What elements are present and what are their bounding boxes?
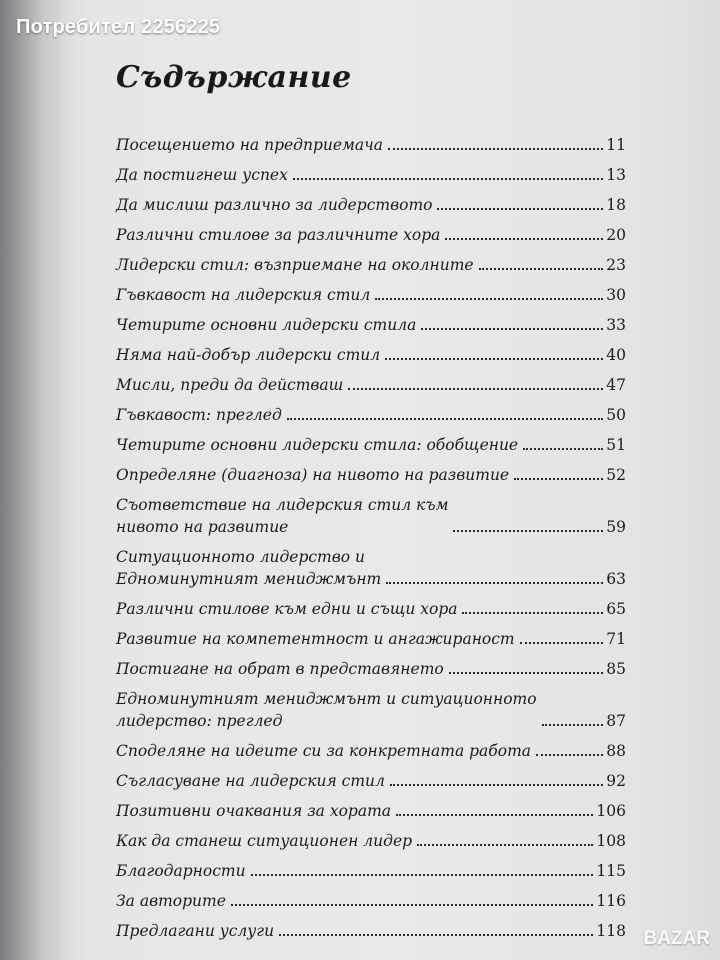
- toc-entry-page-number: 85: [606, 660, 626, 678]
- toc-entry-title: Четирите основни лидерски стила: [116, 316, 417, 334]
- dot-leader: [523, 448, 603, 450]
- toc-entry-title: Ситуационното лидерство и Едноминутният мениджмънт: [116, 548, 382, 588]
- toc-entry-page-number: 51: [606, 436, 626, 454]
- toc-entry-title: Благодарности: [116, 862, 246, 880]
- toc-entry: [116, 366, 626, 396]
- dot-leader: [542, 724, 604, 726]
- dot-leader: [479, 268, 604, 270]
- toc-entry: [116, 246, 626, 276]
- toc-entry-page-number: 47: [606, 376, 626, 394]
- toc-entry: [116, 590, 626, 620]
- dot-leader: [348, 388, 603, 390]
- dot-leader: [386, 582, 603, 584]
- dot-leader: [231, 904, 594, 906]
- toc-entry-title: Съгласуване на лидерския стил: [116, 772, 385, 790]
- dot-leader: [375, 298, 603, 300]
- toc-entry: [116, 186, 626, 216]
- dot-leader: [417, 844, 593, 846]
- toc-entry-title: Предлагани услуги: [116, 922, 275, 940]
- toc-entry-title: Различни стилове за различните хора: [116, 226, 441, 244]
- bazar-logo: BAZAR: [643, 928, 710, 949]
- toc-entry-page-number: 63: [606, 570, 626, 588]
- toc-entry-page-number: 92: [606, 772, 626, 790]
- toc-entry: [116, 216, 626, 246]
- toc-entry: [116, 306, 626, 336]
- dot-leader: [251, 874, 594, 876]
- toc-entry: [116, 792, 626, 822]
- toc-entry-title: Четирите основни лидерски стила: обобщение: [116, 436, 519, 454]
- toc-entry-title: Гъвкавост: преглед: [116, 406, 282, 424]
- toc-entry: [116, 126, 626, 156]
- toc-entry-title: Развитие на компетентност и ангажираност: [116, 630, 515, 648]
- toc-entry-title: Да постигнеш успех: [116, 166, 288, 184]
- toc-entry: [116, 822, 626, 852]
- toc-entry-title: Лидерски стил: възприемане на околните: [116, 256, 474, 274]
- dot-leader: [388, 148, 603, 150]
- toc-entry-page-number: 23: [606, 256, 626, 274]
- toc-entry: [116, 762, 626, 792]
- toc-entry: [116, 486, 626, 538]
- toc-entry-page-number: 30: [606, 286, 626, 304]
- dot-leader: [520, 642, 604, 644]
- toc-entry-page-number: 59: [606, 518, 626, 536]
- dot-leader: [462, 612, 603, 614]
- dot-leader: [287, 418, 603, 420]
- toc-entry-page-number: 11: [606, 136, 626, 154]
- toc-entry-page-number: 87: [606, 712, 626, 730]
- toc-entry-title: Гъвкавост на лидерския стил: [116, 286, 371, 304]
- toc-entry: [116, 912, 626, 942]
- dot-leader: [396, 814, 593, 816]
- dot-leader: [449, 672, 604, 674]
- toc-entry-title: Съответствие на лидерския стил към нивото на развитие: [116, 496, 449, 536]
- toc-entry-page-number: 13: [606, 166, 626, 184]
- toc-entry: [116, 650, 626, 680]
- toc-entry-page-number: 115: [596, 862, 626, 880]
- toc-entry: [116, 426, 626, 456]
- toc-entry: [116, 620, 626, 650]
- dot-leader: [293, 178, 603, 180]
- toc-entry-title: Споделяне на идеите си за конкретната работа: [116, 742, 532, 760]
- dot-leader: [437, 208, 603, 210]
- toc-entry-page-number: 116: [596, 892, 626, 910]
- dot-leader: [445, 238, 603, 240]
- toc-entry: [116, 396, 626, 426]
- toc-entry: [116, 680, 626, 732]
- toc-entry-page-number: 108: [596, 832, 626, 850]
- toc-entry: [116, 336, 626, 366]
- toc-entry-page-number: 18: [606, 196, 626, 214]
- dot-leader: [385, 358, 603, 360]
- toc-entry-title: Как да станеш ситуационен лидер: [116, 832, 413, 850]
- toc-entry: [116, 882, 626, 912]
- toc-entry-page-number: 65: [606, 600, 626, 618]
- user-watermark: Потребител 2256225: [16, 16, 221, 38]
- toc-entry: [116, 852, 626, 882]
- dot-leader: [279, 934, 593, 936]
- toc-entry-title: За авторите: [116, 892, 226, 910]
- toc-entry-page-number: 88: [606, 742, 626, 760]
- toc-entry-page-number: 71: [606, 630, 626, 648]
- toc-entry-title: Няма най-добър лидерски стил: [116, 346, 381, 364]
- dot-leader: [453, 530, 603, 532]
- toc-entry-title: Да мислиш различно за лидерството: [116, 196, 433, 214]
- table-of-contents: [116, 126, 626, 942]
- page-title: Съдържание: [116, 60, 352, 95]
- toc-entry: [116, 456, 626, 486]
- toc-entry-title: Определяне (диагноза) на нивото на развитие: [116, 466, 510, 484]
- toc-entry: [116, 732, 626, 762]
- dot-leader: [390, 784, 603, 786]
- toc-entry-page-number: 40: [606, 346, 626, 364]
- toc-entry: [116, 538, 626, 590]
- toc-entry-title: Посещението на предприемача: [116, 136, 384, 154]
- toc-entry-title: Едноминутният мениджмънт и ситуационното лидерство: преглед: [116, 690, 537, 730]
- dot-leader: [514, 478, 603, 480]
- toc-entry-page-number: 33: [606, 316, 626, 334]
- toc-entry-title: Позитивни очаквания за хората: [116, 802, 392, 820]
- toc-entry-page-number: 106: [596, 802, 626, 820]
- toc-entry-page-number: 118: [596, 922, 626, 940]
- dot-leader: [536, 754, 603, 756]
- toc-entry-title: Различни стилове към едни и същи хора: [116, 600, 458, 618]
- toc-entry: [116, 276, 626, 306]
- toc-entry-page-number: 52: [606, 466, 626, 484]
- toc-entry-title: Постигане на обрат в представянето: [116, 660, 444, 678]
- toc-entry-title: Мисли, преди да действаш: [116, 376, 344, 394]
- toc-entry: [116, 156, 626, 186]
- toc-entry-page-number: 20: [606, 226, 626, 244]
- toc-entry-page-number: 50: [606, 406, 626, 424]
- dot-leader: [421, 328, 603, 330]
